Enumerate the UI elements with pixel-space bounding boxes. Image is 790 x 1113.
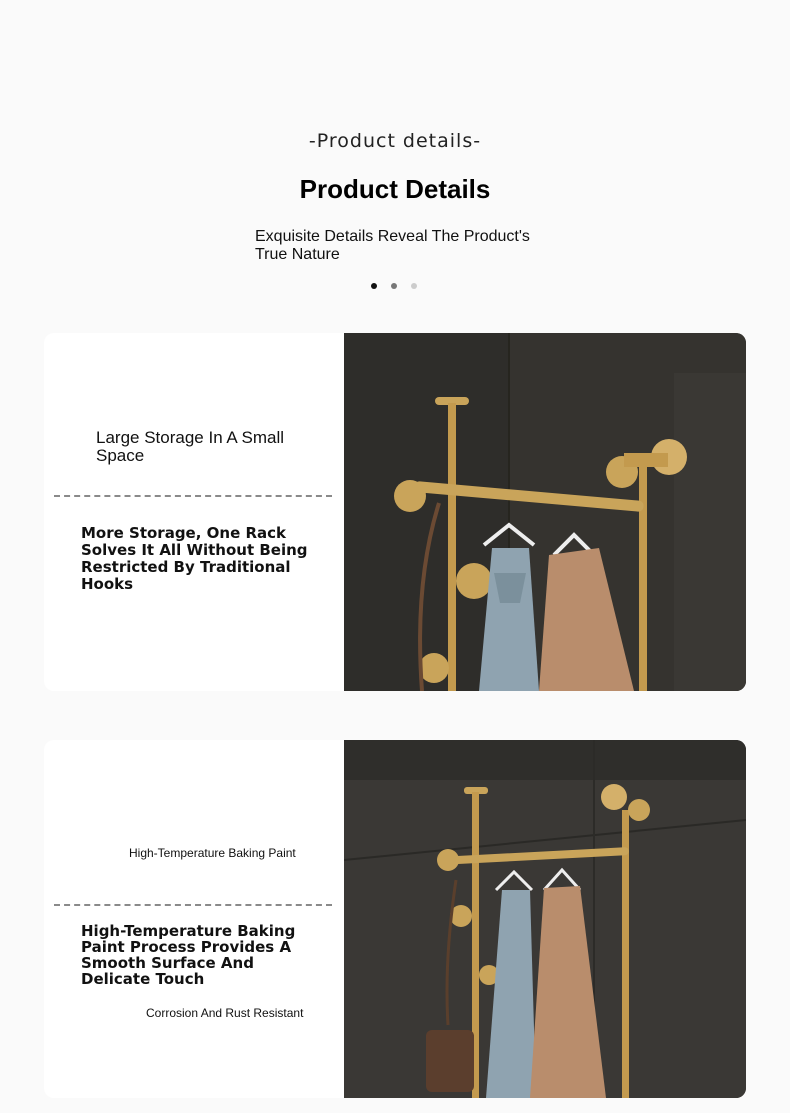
feature-description: High-Temperature Baking Paint Process Provides A Smooth Surface And Delicate Touch bbox=[81, 922, 296, 988]
carousel-dot-3[interactable] bbox=[411, 283, 417, 289]
feature-panel-storage bbox=[44, 333, 746, 691]
feature-tag-paint: High-Temperature Baking Paint bbox=[129, 846, 296, 860]
tagline: Exquisite Details Reveal The Product's True Nature bbox=[255, 228, 530, 263]
section-subtitle: -Product details- bbox=[308, 130, 482, 152]
dashed-divider bbox=[54, 904, 332, 906]
carousel-dots bbox=[371, 283, 417, 289]
feature-panel-paint bbox=[44, 740, 746, 1098]
dashed-divider bbox=[54, 495, 332, 497]
page-title: Product Details bbox=[299, 174, 491, 204]
product-photo bbox=[344, 333, 746, 691]
carousel-dot-2[interactable] bbox=[391, 283, 397, 289]
feature-heading: Large Storage In A Small Space bbox=[96, 428, 285, 465]
feature-description: More Storage, One Rack Solves It All Without Being Restricted By Traditional Hooks bbox=[81, 524, 308, 593]
feature-tag-corrosion: Corrosion And Rust Resistant bbox=[146, 1006, 304, 1020]
carousel-dot-1[interactable] bbox=[371, 283, 377, 289]
product-photo bbox=[344, 740, 746, 1098]
